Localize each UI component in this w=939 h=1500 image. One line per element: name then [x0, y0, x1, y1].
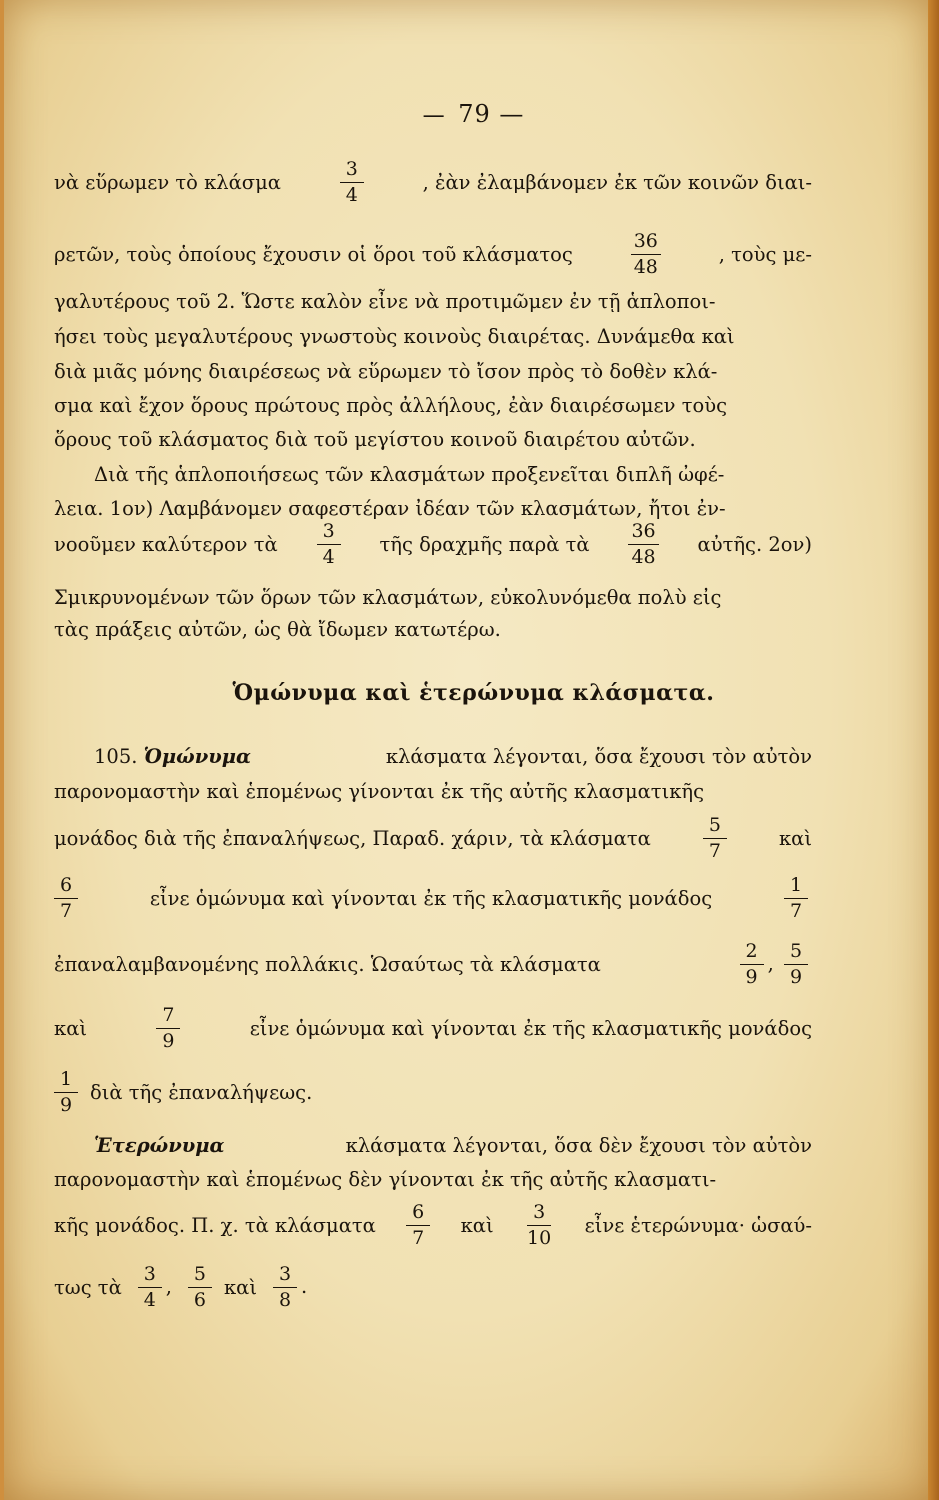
text-segment: Διὰ τῆς ἁπλοποιήσεως τῶν κλασμάτων προξενεῖται διπλῆ ὠφέ- — [94, 463, 725, 486]
denominator: 7 — [708, 840, 721, 862]
denominator: 9 — [162, 1030, 175, 1052]
text-line — [54, 1203, 812, 1248]
text-segment — [269, 1265, 307, 1310]
fraction — [317, 522, 341, 567]
fraction — [784, 942, 808, 987]
denominator: 48 — [631, 546, 656, 568]
numerator: 6 — [406, 1203, 430, 1226]
text-line — [54, 1136, 812, 1156]
text-line — [54, 396, 812, 416]
text-segment: καὶ — [460, 1213, 494, 1237]
fraction — [273, 1265, 297, 1310]
numerator: 2 — [740, 942, 764, 965]
text-segment: σμα καὶ ἔχον ὅρους πρώτους πρὸς ἀλλήλους, ἐὰν διαιρέσωμεν τοὺς — [54, 394, 727, 417]
fraction — [340, 160, 364, 205]
fraction — [784, 876, 808, 921]
period: . — [300, 1275, 308, 1298]
denominator: 8 — [278, 1289, 292, 1311]
text-segment: καὶ — [778, 826, 812, 850]
text-line — [54, 1265, 812, 1310]
text-line — [54, 1170, 812, 1190]
text-segment: αὐτῆς. 2ον) — [697, 532, 812, 556]
text-line — [54, 747, 812, 767]
text-segment — [94, 747, 251, 767]
page-number-prefix: — — [422, 101, 446, 130]
text-segment: διὰ τῆς ἐπαναλήψεως. — [90, 1080, 313, 1104]
text-line — [54, 1070, 812, 1115]
text-segment: νὰ εὕρωμεν τὸ κλάσμα — [54, 170, 281, 194]
numerator: 3 — [340, 160, 364, 183]
text-line — [54, 362, 812, 382]
page-number-suffix: — — [499, 100, 525, 128]
denominator: 7 — [59, 900, 73, 922]
text-line — [54, 292, 812, 312]
text-segment: κῆς μονάδος. Π. χ. τὰ κλάσματα — [54, 1213, 376, 1237]
text-line — [54, 942, 812, 987]
text-segment: καὶ — [54, 1016, 88, 1040]
numerator: 3 — [317, 522, 341, 545]
numerator: 3 — [273, 1265, 297, 1288]
text-line — [54, 232, 812, 277]
numerator: 6 — [54, 876, 78, 899]
numerator: 5 — [703, 816, 727, 839]
numerator: 36 — [631, 232, 661, 255]
fraction — [156, 1006, 180, 1051]
text-line — [54, 620, 812, 640]
section-number: 105. — [94, 745, 138, 768]
denominator: 9 — [59, 1094, 73, 1116]
numerator: 5 — [784, 942, 808, 965]
fraction — [406, 1203, 430, 1248]
denominator: 7 — [412, 1227, 425, 1249]
numerator: 7 — [156, 1006, 180, 1029]
denominator: 48 — [633, 256, 658, 278]
text-segment: λεια. 1ον) Λαμβάνομεν σαφεστέραν ἰδέαν τῶν κλασμάτων, ἤτοι ἐν- — [54, 497, 726, 520]
separator: , — [767, 952, 774, 975]
text-line — [54, 465, 812, 485]
text-segment — [134, 1265, 172, 1310]
text-segment: μονάδος διὰ τῆς ἐπαναλήψεως, Παραδ. χάριν, τὰ κλάσματα — [54, 826, 651, 850]
numerator: 36 — [628, 522, 658, 545]
denominator: 10 — [527, 1227, 552, 1249]
denominator: 9 — [789, 966, 803, 988]
text-line — [54, 876, 812, 921]
text-segment: , ἐὰν ἐλαμβάνομεν ἐκ τῶν κοινῶν διαι- — [422, 170, 812, 194]
book-page — [4, 0, 932, 1500]
text-segment: νοοῦμεν καλύτερον τὰ — [54, 532, 278, 556]
text-segment: διὰ μιᾶς μόνης διαιρέσεως νὰ εὕρωμεν τὸ ἴσον πρὸς τὸ δοθὲν κλά- — [54, 360, 718, 383]
text-line — [54, 588, 812, 608]
denominator: 6 — [193, 1289, 207, 1311]
term: Ἑτερώνυμα — [94, 1134, 225, 1157]
text-segment: ὅρους τοῦ κλάσματος διὰ τοῦ μεγίστου κοινοῦ διαιρέτου αὐτῶν. — [54, 428, 696, 451]
text-segment — [736, 942, 812, 987]
fraction — [740, 942, 764, 987]
text-segment: καὶ — [223, 1275, 257, 1299]
text-segment: κλάσματα λέγονται, ὅσα ἔχουσι τὸν αὐτὸν — [385, 745, 812, 768]
text-line — [54, 1006, 812, 1051]
section-heading: Ὁμώνυμα καὶ ἑτερώνυμα κλάσματα. — [232, 680, 715, 706]
text-segment: , τοὺς με- — [718, 242, 812, 266]
denominator: 9 — [745, 966, 758, 988]
text-segment: ήσει τοὺς μεγαλυτέρους γνωστοὺς κοινοὺς διαιρέτας. Δυνάμεθα καὶ — [54, 325, 735, 348]
text-line — [54, 816, 812, 861]
denominator: 7 — [789, 900, 803, 922]
text-line — [54, 327, 812, 347]
numerator: 1 — [54, 1070, 78, 1093]
fraction — [54, 1070, 78, 1115]
numerator: 5 — [188, 1265, 212, 1288]
numerator: 1 — [784, 876, 808, 899]
numerator: 3 — [527, 1203, 551, 1226]
text-line — [54, 160, 812, 205]
text-segment: εἶνε ὁμώνυμα καὶ γίνονται ἐκ τῆς κλασματικῆς μονάδος — [249, 1016, 812, 1040]
numerator: 3 — [138, 1265, 162, 1288]
text-segment: κλάσματα λέγονται, ὅσα δὲν ἔχουσι τὸν αὐτὸν — [345, 1134, 812, 1157]
text-segment: εἶνε ἑτερώνυμα· ὡσαύ- — [584, 1213, 812, 1237]
fraction — [188, 1265, 212, 1310]
fraction — [703, 816, 727, 861]
text-line — [54, 782, 812, 802]
fraction — [631, 232, 661, 277]
page-number: 79 — [458, 100, 491, 128]
term: Ὁμώνυμα — [143, 745, 252, 768]
book-spine-edge — [928, 0, 939, 1500]
fraction — [524, 1203, 554, 1248]
text-segment: Σμικρυνομένων τῶν ὅρων τῶν κλασμάτων, εὐκολυνόμεθα πολὺ εἰς — [54, 586, 722, 609]
text-segment: παρονομαστὴν καὶ ἑπομένως δὲν γίνονται ἐκ τῆς αὐτῆς κλασματι- — [54, 1168, 717, 1191]
text-line — [54, 499, 812, 519]
denominator: 4 — [345, 184, 358, 206]
fraction — [628, 522, 658, 567]
text-segment: τῆς δραχμῆς παρὰ τὰ — [379, 532, 590, 556]
text-segment: τως τὰ — [54, 1275, 122, 1299]
text-segment: εἶνε ὁμώνυμα καὶ γίνονται ἐκ τῆς κλασματικῆς μονάδος — [149, 886, 713, 910]
separator: , — [165, 1275, 172, 1298]
text-segment: γαλυτέρους τοῦ 2. Ὥστε καλὸν εἶνε νὰ προτιμῶμεν ἐν τῇ ἁπλοποι- — [54, 290, 716, 313]
text-segment: τὰς πράξεις αὐτῶν, ὡς θὰ ἴδωμεν κατωτέρω. — [54, 618, 501, 641]
text-segment: ἐπαναλαμβανομένης πολλάκις. Ὡσαύτως τὰ κλάσματα — [54, 952, 601, 976]
page-number-header — [4, 100, 939, 128]
fraction — [54, 876, 78, 921]
denominator: 4 — [322, 546, 335, 568]
text-segment: παρονομαστὴν καὶ ἑπομένως γίνονται ἐκ τῆς αὐτῆς κλασματικῆς — [54, 780, 705, 803]
text-segment: ρετῶν, τοὺς ὁποίους ἔχουσιν οἱ ὅροι τοῦ κλάσματος — [54, 242, 573, 266]
text-line — [54, 430, 812, 450]
fraction — [138, 1265, 162, 1310]
denominator: 4 — [143, 1289, 156, 1311]
text-line — [54, 522, 812, 567]
